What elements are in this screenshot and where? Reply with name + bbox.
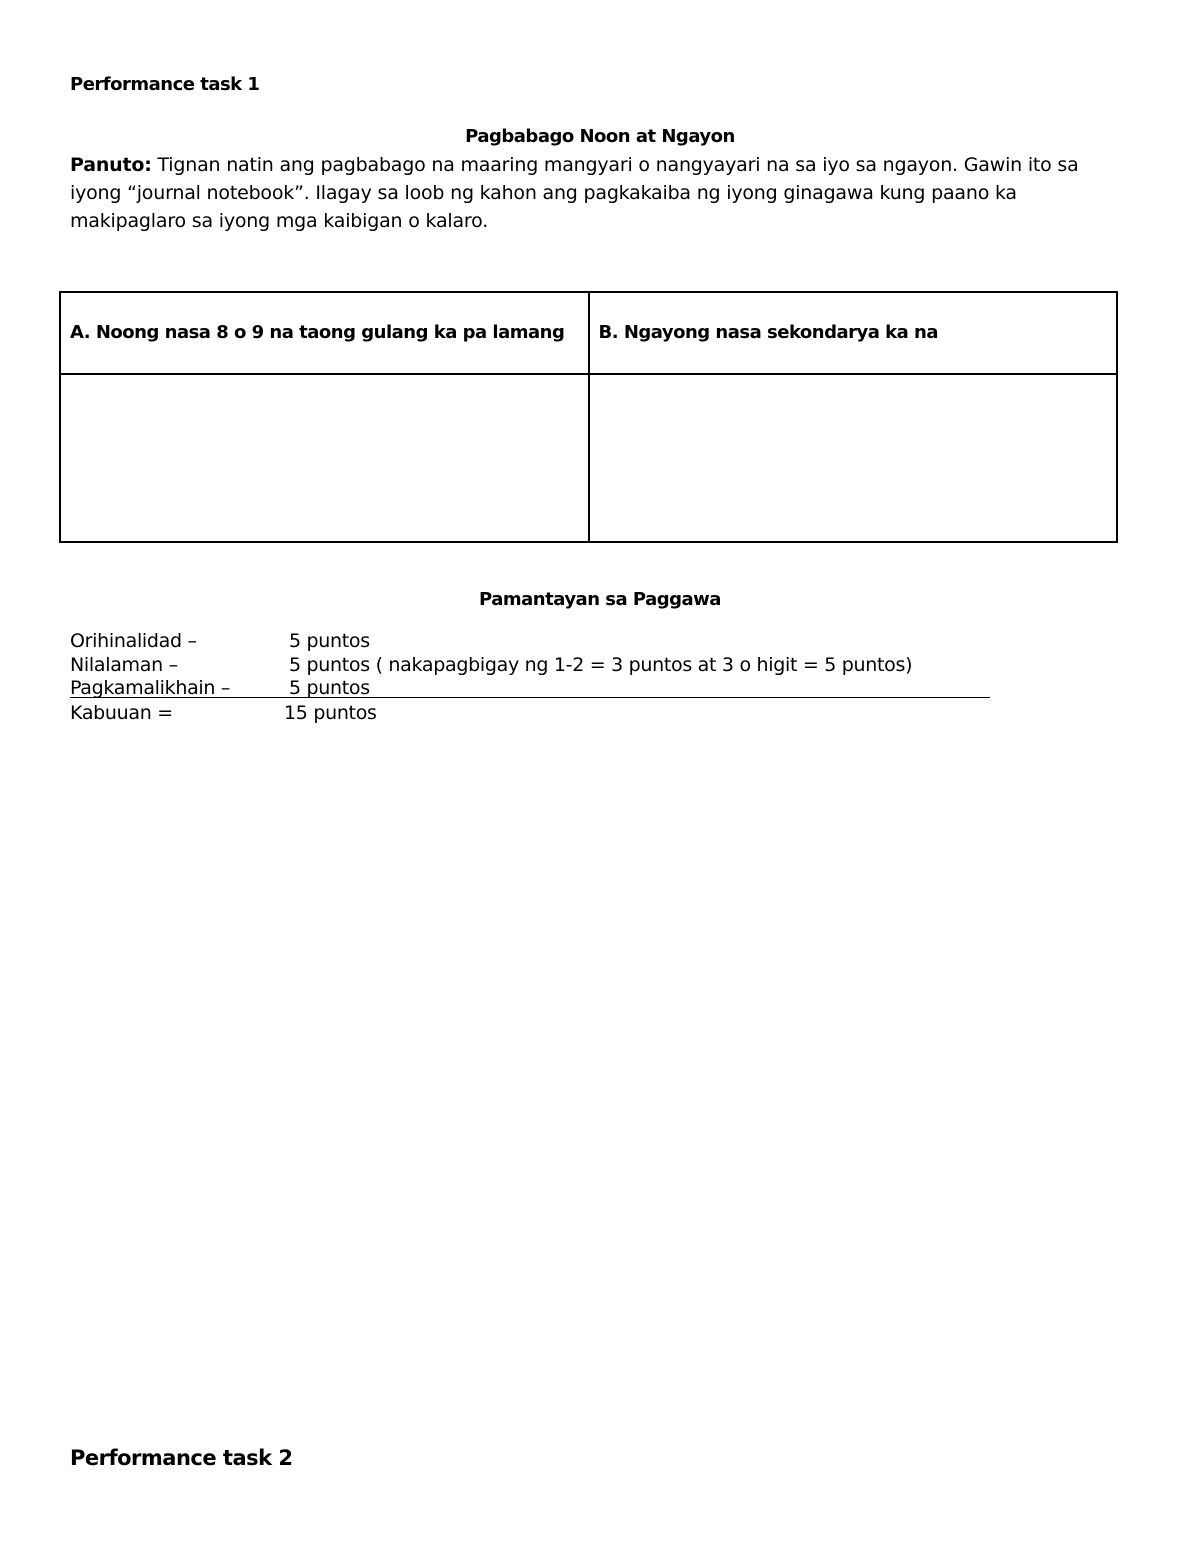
table-answer-row bbox=[60, 374, 1117, 542]
answer-cell-present bbox=[589, 374, 1118, 542]
rubric-criterion-points: 5 puntos bbox=[289, 630, 370, 652]
rubric-total-points: 15 puntos bbox=[284, 702, 377, 724]
instructions-text: Tignan natin ang pagbabago na maaring mangyari o nangyayari na sa iyo sa ngayon. Gawin ito sa iyong “journal notebook”. Ilagay sa loob ng kahon ang pagkakaiba ng iyong ginagawa kung paano ka makipaglaro sa iyong mga kaibigan o kalaro. bbox=[70, 154, 1079, 232]
instructions-label: Panuto: bbox=[70, 154, 152, 176]
task-1-heading: Performance task 1 bbox=[70, 74, 260, 95]
instructions-paragraph bbox=[70, 151, 1110, 235]
column-header-present: B. Ngayong nasa sekondarya ka na bbox=[589, 292, 1118, 374]
table-header-row bbox=[60, 292, 1117, 374]
comparison-table bbox=[59, 291, 1118, 543]
document-title: Pagbabago Noon at Ngayon bbox=[465, 126, 735, 147]
rubric-criterion-label: Nilalaman – bbox=[70, 654, 178, 676]
rubric-criterion-label: Orihinalidad – bbox=[70, 630, 197, 652]
column-header-past: A. Noong nasa 8 o 9 na taong gulang ka pa lamang bbox=[60, 292, 589, 374]
rubric-title: Pamantayan sa Paggawa bbox=[479, 589, 721, 610]
task-2-heading: Performance task 2 bbox=[70, 1446, 293, 1470]
rubric-divider-line bbox=[70, 697, 990, 698]
rubric-criterion-points: 5 puntos ( nakapagbigay ng 1-2 = 3 puntos at 3 o higit = 5 puntos) bbox=[289, 654, 913, 676]
rubric-total-label: Kabuuan = bbox=[70, 702, 173, 724]
answer-cell-past bbox=[60, 374, 589, 542]
rubric-criterion-label: Pagkamalikhain – bbox=[70, 677, 231, 699]
rubric-criterion-points: 5 puntos bbox=[289, 677, 370, 699]
